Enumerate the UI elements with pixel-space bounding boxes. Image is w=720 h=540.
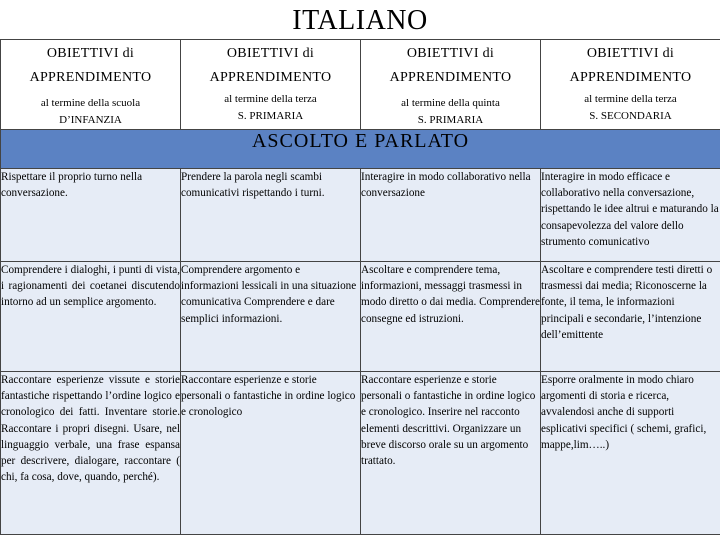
cell-text: Raccontare esperienze e storie personali o fantastiche in ordine logico e cronologico. Inserire nel racconto elementi descrittivi. Organizzare un breve discorso orale su un argomento trattato. xyxy=(361,374,536,468)
column-subheading xyxy=(541,91,720,125)
column-header xyxy=(361,40,541,130)
column-header xyxy=(181,40,361,130)
column-subheading-line2: D’INFANZIA xyxy=(59,114,122,126)
column-heading: OBIETTIVI di APPRENDIMENTO xyxy=(29,46,152,85)
column-heading: OBIETTIVI di APPRENDIMENTO xyxy=(569,46,692,85)
column-subheading xyxy=(361,95,540,129)
column-heading: OBIETTIVI di APPRENDIMENTO xyxy=(389,46,512,85)
column-subheading-line2: S. PRIMARIA xyxy=(237,110,304,122)
table-cell xyxy=(361,169,541,262)
header-row xyxy=(1,40,720,130)
table-cell xyxy=(361,262,541,372)
table-cell xyxy=(541,262,720,372)
section-row xyxy=(1,130,720,169)
column-subheading-line2: S. SECONDARIA xyxy=(589,110,672,122)
table-cell xyxy=(1,262,181,372)
table-cell xyxy=(361,372,541,535)
cell-text: Comprendere i dialoghi, i punti di vista, i ragionamenti dei coetanei discutendo intorno ad un semplice argomento. xyxy=(1,264,180,309)
column-subheading-line1: al termine della quinta xyxy=(401,97,500,109)
column-subheading xyxy=(1,95,180,129)
table-cell xyxy=(181,372,361,535)
column-subheading-line1: al termine della terza xyxy=(224,93,317,105)
column-header xyxy=(541,40,720,130)
column-header xyxy=(1,40,181,130)
objectives-table xyxy=(0,39,720,535)
cell-text: Esporre oralmente in modo chiaro argomenti di storia e ricerca, avvalendosi anche di supporti esplicativi specifici ( schemi, grafici, mappe,lim…..) xyxy=(541,374,707,451)
column-subheading xyxy=(181,91,360,125)
cell-text: Raccontare esperienze e storie personali o fantastiche in ordine logico e cronologico xyxy=(181,374,356,419)
column-heading: OBIETTIVI di APPRENDIMENTO xyxy=(209,46,332,85)
column-subheading-line2: S. PRIMARIA xyxy=(417,114,484,126)
table-cell xyxy=(1,372,181,535)
table-row xyxy=(1,372,720,535)
cell-text: Rispettare il proprio turno nella conversazione. xyxy=(1,171,143,200)
table-cell xyxy=(541,169,720,262)
cell-text: Comprendere argomento e informazioni lessicali in una situazione comunicativa Comprendere e dare semplici informazioni. xyxy=(181,264,357,325)
table-row xyxy=(1,169,720,262)
cell-text: Prendere la parola negli scambi comunicativi rispettando i turni. xyxy=(181,171,325,200)
table-cell xyxy=(541,372,720,535)
page-title: ITALIANO xyxy=(292,5,428,36)
section-title: ASCOLTO E PARLATO xyxy=(1,130,720,169)
cell-text: Ascoltare e comprendere testi diretti o trasmessi dai media; Riconoscerne la fonte, il tema, le informazioni principali e secondarie, l’intenzione dell’emittente xyxy=(541,264,713,341)
table-cell xyxy=(181,262,361,372)
cell-text: Interagire in modo collaborativo nella conversazione xyxy=(361,171,531,200)
table-row xyxy=(1,262,720,372)
cell-text: Raccontare esperienze vissute e storie fantastiche rispettando l’ordine logico e cronologico dei fatti. Inventare storie. Raccontare i propri disegni. Usare, nel linguaggio verbale, una frase espansa per descrivere, dialogare, raccontare ( chi, fa cosa, dove, quando, perché). xyxy=(1,374,180,484)
table-cell xyxy=(181,169,361,262)
cell-text: Ascoltare e comprendere tema, informazioni, messaggi trasmessi in modo diretto o dai media. Comprendere consegne ed istruzioni. xyxy=(361,264,540,325)
table-cell xyxy=(1,169,181,262)
column-subheading-line1: al termine della scuola xyxy=(40,97,141,109)
column-subheading-line1: al termine della terza xyxy=(584,93,677,105)
cell-text: Interagire in modo efficace e collaborativo nella conversazione, rispettando le idee altrui e maturando la consapevolezza del valore dello strumento comunicativo xyxy=(541,171,719,248)
